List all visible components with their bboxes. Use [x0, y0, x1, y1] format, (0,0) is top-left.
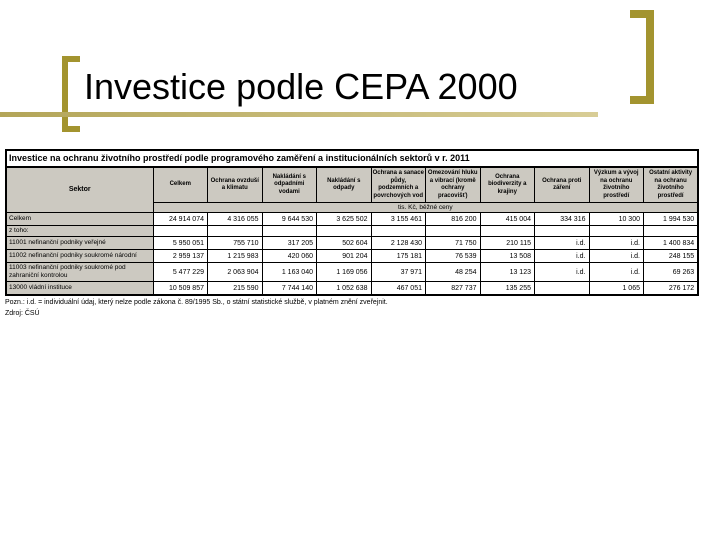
data-cell: 3 625 502 — [317, 213, 372, 226]
row-label: 11003 nefinanční podniky soukromé pod zahraniční kontrolou — [6, 263, 153, 282]
row-label: 11001 nefinanční podniky veřejné — [6, 237, 153, 250]
data-cell: 4 316 055 — [208, 213, 263, 226]
data-cell: 1 065 — [589, 282, 644, 295]
data-cell: 175 181 — [371, 250, 426, 263]
column-header-ostatni: Ostatní aktivity na ochranu životního prostředí — [644, 167, 699, 203]
column-header-ovzdusi: Ochrana ovzduší a klimatu — [208, 167, 263, 203]
data-cell: 10 300 — [589, 213, 644, 226]
data-cell: 24 914 074 — [153, 213, 208, 226]
data-cell: 71 750 — [426, 237, 481, 250]
data-cell: 5 950 051 — [153, 237, 208, 250]
column-header-odpadni-vody: Nakládání s odpadními vodami — [262, 167, 317, 203]
data-cell: 1 052 638 — [317, 282, 372, 295]
data-cell: 1 169 056 — [317, 263, 372, 282]
column-header-sektor: Sektor — [6, 167, 153, 213]
table-header-row — [6, 167, 698, 203]
data-cell: 69 263 — [644, 263, 699, 282]
data-cell: 9 644 530 — [262, 213, 317, 226]
investment-table — [5, 149, 699, 296]
data-cell: 502 604 — [317, 237, 372, 250]
data-cell — [426, 226, 481, 237]
right-bracket-decoration — [630, 10, 654, 104]
table-footnote: Pozn.: i.d. = individuální údaj, který nelze podle zákona č. 89/1995 Sb., o státní statistické službě, v platném znění zveřejnit. — [5, 298, 388, 306]
data-cell: 76 539 — [426, 250, 481, 263]
data-cell — [317, 226, 372, 237]
column-header-puda-vody: Ochrana a sanace půdy, podzemních a povrchových vod — [371, 167, 426, 203]
table-caption: Investice na ochranu životního prostředí podle programového zaměření a institucionálních sektorů v r. 2011 — [6, 150, 698, 167]
data-cell: 1 163 040 — [262, 263, 317, 282]
data-cell: 816 200 — [426, 213, 481, 226]
row-label: z toho: — [6, 226, 153, 237]
data-cell: 248 155 — [644, 250, 699, 263]
table-caption-row — [6, 150, 698, 167]
data-cell: 5 477 229 — [153, 263, 208, 282]
table-area — [5, 149, 697, 317]
data-cell: 48 254 — [426, 263, 481, 282]
data-cell: 415 004 — [480, 213, 535, 226]
data-cell: 334 316 — [535, 213, 590, 226]
column-header-zareni: Ochrana proti záření — [535, 167, 590, 203]
table-row-13000 — [6, 282, 698, 295]
data-cell: 276 172 — [644, 282, 699, 295]
data-cell: 3 155 461 — [371, 213, 426, 226]
row-label: 11002 nefinanční podniky soukromé národní — [6, 250, 153, 263]
data-cell — [153, 226, 208, 237]
data-cell — [208, 226, 263, 237]
data-cell: 2 063 904 — [208, 263, 263, 282]
left-bracket-decoration — [62, 56, 80, 132]
data-cell — [644, 226, 699, 237]
data-cell — [371, 226, 426, 237]
data-cell: 13 123 — [480, 263, 535, 282]
data-cell: 2 959 137 — [153, 250, 208, 263]
data-cell — [589, 226, 644, 237]
data-cell: 901 204 — [317, 250, 372, 263]
data-cell — [262, 226, 317, 237]
data-cell: i.d. — [535, 237, 590, 250]
data-cell: 467 051 — [371, 282, 426, 295]
data-cell: 2 128 430 — [371, 237, 426, 250]
data-cell: 10 509 857 — [153, 282, 208, 295]
data-cell: 210 115 — [480, 237, 535, 250]
row-label: 13000 vládní instituce — [6, 282, 153, 295]
data-cell: 135 255 — [480, 282, 535, 295]
table-source: Zdroj: ČSÚ — [5, 309, 40, 317]
data-cell: 13 508 — [480, 250, 535, 263]
data-cell: 317 205 — [262, 237, 317, 250]
column-header-celkem: Celkem — [153, 167, 208, 203]
data-cell: i.d. — [535, 263, 590, 282]
data-cell: 755 710 — [208, 237, 263, 250]
column-header-odpady: Nakládání s odpady — [317, 167, 372, 203]
slide-title: Investice podle CEPA 2000 — [84, 66, 518, 107]
table-row-11001 — [6, 237, 698, 250]
data-cell — [535, 282, 590, 295]
data-cell: i.d. — [535, 250, 590, 263]
table-row-11002 — [6, 250, 698, 263]
table-row-11003 — [6, 263, 698, 282]
column-header-hluk: Omezování hluku a vibrací (kromě ochrany pracovišť) — [426, 167, 481, 203]
data-cell: 37 971 — [371, 263, 426, 282]
data-cell: 827 737 — [426, 282, 481, 295]
table-row-celkem — [6, 213, 698, 226]
unit-note: tis. Kč, běžné ceny — [153, 203, 698, 213]
data-cell — [480, 226, 535, 237]
data-cell: i.d. — [589, 250, 644, 263]
data-cell: 7 744 140 — [262, 282, 317, 295]
data-cell: 1 994 530 — [644, 213, 699, 226]
column-header-vyzkum: Výzkum a vývoj na ochranu životního prostředí — [589, 167, 644, 203]
column-header-biodiverzita: Ochrana biodiverzity a krajiny — [480, 167, 535, 203]
data-cell: i.d. — [589, 263, 644, 282]
data-cell — [535, 226, 590, 237]
row-label: Celkem — [6, 213, 153, 226]
data-cell: 1 215 983 — [208, 250, 263, 263]
data-cell: i.d. — [589, 237, 644, 250]
table-row-ztoho — [6, 226, 698, 237]
data-cell: 215 590 — [208, 282, 263, 295]
data-cell: 420 060 — [262, 250, 317, 263]
data-cell: 1 400 834 — [644, 237, 699, 250]
divider-line — [0, 112, 598, 117]
